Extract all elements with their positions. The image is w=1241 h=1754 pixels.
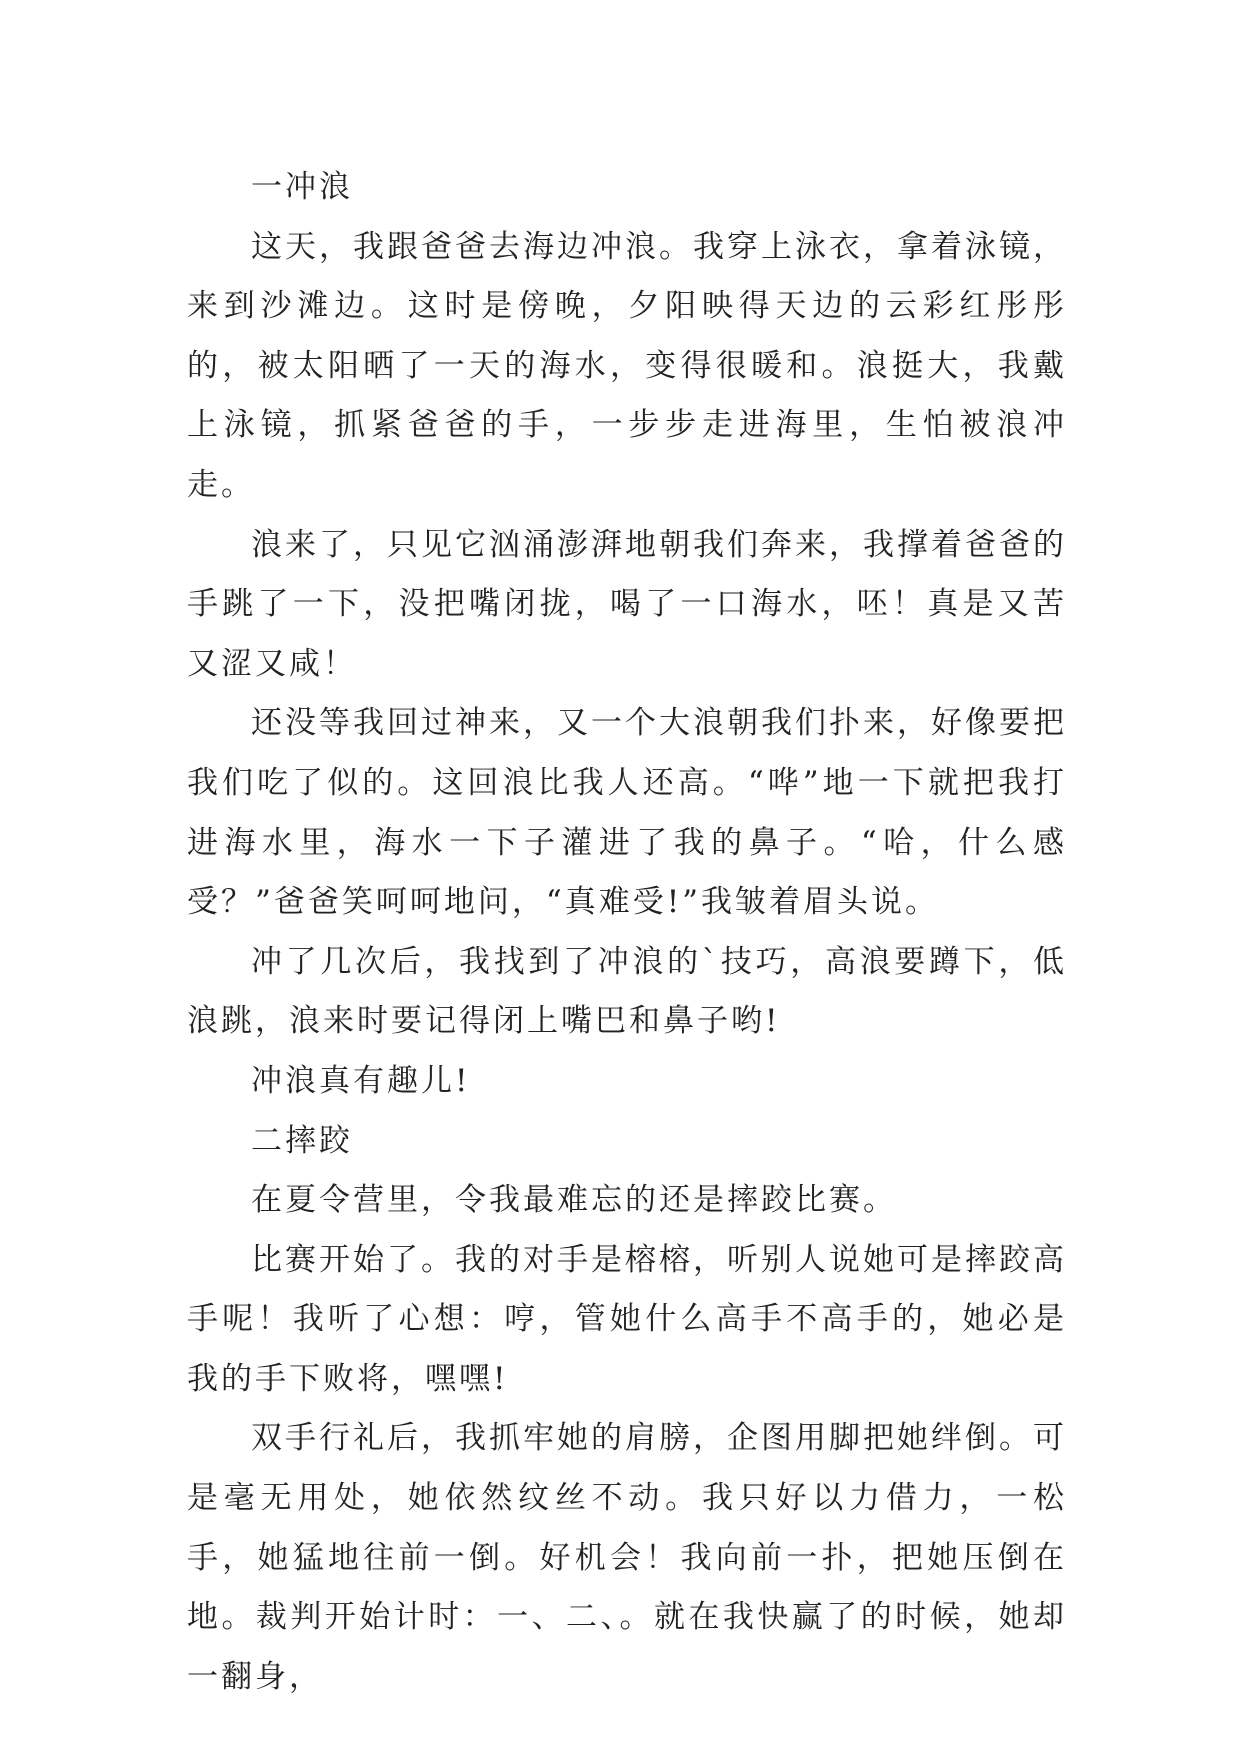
section-heading-surfing: 一冲浪 [251, 169, 353, 205]
paragraph: 这天，我跟爸爸去海边冲浪。我穿上泳衣，拿着泳镜，来到沙滩边。这时是傍晚，夕阳映得天边的云彩红彤彤的，被太阳晒了一天的海水，变得很暖和。浪挺大，我戴上泳镜，抓紧爸爸的手，一步步走进海里，生怕被浪冲走。 [187, 228, 1067, 503]
paragraph: 在夏令营里，令我最难忘的还是摔跤比赛。 [251, 1182, 897, 1219]
paragraph: 冲了几次后，我找到了冲浪的`技巧，高浪要蹲下，低浪跳，浪来时要记得闭上嘴巴和鼻子哟! [187, 943, 1067, 1040]
paragraph: 浪来了，只见它汹涌澎湃地朝我们奔来，我撑着爸爸的手跳了一下，没把嘴闭拢，喝了一口海水，呸！真是又苦又涩又咸！ [187, 526, 1067, 682]
paragraph: 双手行礼后，我抓牢她的肩膀，企图用脚把她绊倒。可是毫无用处，她依然纹丝不动。我只好以力借力，一松手，她猛地往前一倒。好机会！我向前一扑，把她压倒在地。裁判开始计时：一、二、。就在我快赢了的时候，她却一翻身， [187, 1420, 1067, 1695]
section-heading-wrestling: 二摔跤 [251, 1122, 353, 1159]
paragraph: 还没等我回过神来，又一个大浪朝我们扑来，好像要把我们吃了似的。这回浪比我人还高。“哗”地一下就把我打进海水里，海水一下子灌进了我的鼻子。“哈，什么感受？”爸爸笑呵呵地问，“真难受!”我皱着眉头说。 [187, 705, 1067, 921]
document-body [187, 158, 1067, 1707]
paragraph: 冲浪真有趣儿! [251, 1062, 471, 1099]
paragraph: 比赛开始了。我的对手是榕榕，听别人说她可是摔跤高手呢！我听了心想：哼，管她什么高手不高手的，她必是我的手下败将，嘿嘿! [187, 1241, 1067, 1397]
